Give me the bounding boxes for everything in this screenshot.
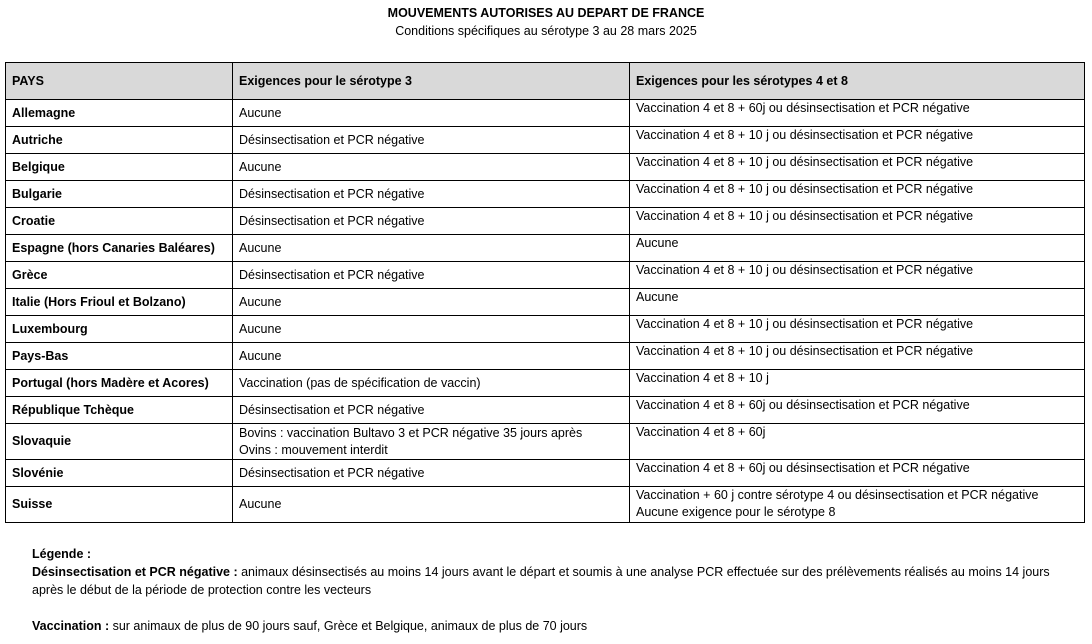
table-row — [6, 397, 1085, 424]
cell-pays: Belgique — [6, 154, 233, 181]
legend — [32, 545, 1072, 635]
cell-serotype-3-text: Aucune — [239, 294, 282, 309]
cell-serotype-4-8-text: Vaccination 4 et 8 + 10 j ou désinsectisation et PCR négative — [636, 128, 974, 142]
legend-heading: Légende : — [32, 547, 92, 561]
legend-vaccination-term: Vaccination : — [32, 619, 110, 633]
cell-serotype-3-text: Désinsectisation et PCR négative — [239, 402, 425, 417]
cell-serotype-4-8-text: Aucune — [636, 290, 679, 304]
table-row — [6, 370, 1085, 397]
cell-serotype-3 — [233, 289, 630, 316]
cell-serotype-4-8 — [630, 424, 1085, 460]
cell-serotype-3-text: Aucune — [239, 497, 282, 511]
table-row — [6, 181, 1085, 208]
cell-pays: Italie (Hors Frioul et Bolzano) — [6, 289, 233, 316]
cell-serotype-3 — [233, 397, 630, 424]
cell-serotype-4-8-text: Vaccination 4 et 8 + 10 j — [636, 371, 769, 385]
cell-serotype-4-8 — [630, 487, 1085, 523]
cell-pays: Grèce — [6, 262, 233, 289]
cell-serotype-3 — [233, 316, 630, 343]
legend-vaccination-text: sur animaux de plus de 90 jours sauf, Grèce et Belgique, animaux de plus de 70 jours — [109, 619, 588, 633]
cell-pays: Bulgarie — [6, 181, 233, 208]
legend-desinsectisation-term: Désinsectisation et PCR négative : — [32, 565, 238, 579]
cell-serotype-3 — [233, 343, 630, 370]
cell-serotype-4-8 — [630, 397, 1085, 424]
cell-serotype-4-8-text: Vaccination 4 et 8 + 10 j ou désinsectisation et PCR négative — [636, 155, 974, 169]
table-row — [6, 343, 1085, 370]
cell-serotype-3-text: Désinsectisation et PCR négative — [239, 186, 425, 201]
cell-serotype-4-8 — [630, 208, 1085, 235]
cell-serotype-4-8-text: Vaccination 4 et 8 + 10 j ou désinsectisation et PCR négative — [636, 182, 974, 196]
legend-desinsectisation — [32, 563, 1072, 599]
cell-serotype-4-8-text: Vaccination 4 et 8 + 10 j ou désinsectisation et PCR négative — [636, 263, 974, 277]
cell-serotype-3-text: Bovins : vaccination Bultavo 3 et PCR négative 35 jours après — [239, 425, 583, 440]
table-row — [6, 100, 1085, 127]
cell-serotype-4-8 — [630, 316, 1085, 343]
cell-pays: Pays-Bas — [6, 343, 233, 370]
requirements-table — [5, 62, 1085, 523]
cell-serotype-3 — [233, 127, 630, 154]
cell-serotype-3-text: Aucune — [239, 240, 282, 255]
table-row — [6, 316, 1085, 343]
table-row — [6, 262, 1085, 289]
cell-serotype-3-text: Désinsectisation et PCR négative — [239, 132, 425, 147]
table-row — [6, 460, 1085, 487]
header-serotype-3: Exigences pour le sérotype 3 — [233, 63, 630, 100]
table-header-row — [6, 63, 1085, 100]
cell-pays: Slovaquie — [6, 424, 233, 460]
cell-serotype-3-text: Désinsectisation et PCR négative — [239, 213, 425, 228]
cell-serotype-4-8 — [630, 235, 1085, 262]
cell-serotype-3 — [233, 262, 630, 289]
cell-pays: Portugal (hors Madère et Acores) — [6, 370, 233, 397]
cell-serotype-3 — [233, 208, 630, 235]
cell-serotype-3-text: Désinsectisation et PCR négative — [239, 267, 425, 282]
cell-serotype-3 — [233, 181, 630, 208]
cell-serotype-3 — [233, 487, 630, 523]
cell-serotype-4-8 — [630, 289, 1085, 316]
cell-serotype-4-8 — [630, 127, 1085, 154]
cell-pays: Espagne (hors Canaries Baléares) — [6, 235, 233, 262]
cell-serotype-4-8-text: Vaccination 4 et 8 + 10 j ou désinsectisation et PCR négative — [636, 209, 974, 223]
table-row — [6, 289, 1085, 316]
table-row — [6, 154, 1085, 181]
cell-serotype-3-text: Désinsectisation et PCR négative — [239, 465, 425, 480]
cell-serotype-4-8-text: Vaccination 4 et 8 + 60j ou désinsectisation et PCR négative — [636, 398, 970, 412]
cell-serotype-4-8 — [630, 370, 1085, 397]
table-row — [6, 127, 1085, 154]
cell-pays: Croatie — [6, 208, 233, 235]
cell-pays: Allemagne — [6, 100, 233, 127]
cell-serotype-4-8-text: Vaccination + 60 j contre sérotype 4 ou désinsectisation et PCR négative — [636, 488, 1039, 502]
cell-pays: Slovénie — [6, 460, 233, 487]
cell-serotype-4-8 — [630, 460, 1085, 487]
cell-serotype-3 — [233, 460, 630, 487]
document-subtitle: Conditions spécifiques au sérotype 3 au 28 mars 2025 — [395, 24, 697, 38]
cell-serotype-4-8 — [630, 154, 1085, 181]
cell-serotype-4-8 — [630, 343, 1085, 370]
cell-pays: Luxembourg — [6, 316, 233, 343]
cell-serotype-3 — [233, 370, 630, 397]
table-row — [6, 235, 1085, 262]
cell-serotype-4-8 — [630, 262, 1085, 289]
cell-serotype-3 — [233, 100, 630, 127]
legend-vaccination — [32, 617, 1072, 635]
cell-pays: Suisse — [6, 487, 233, 523]
cell-serotype-4-8-text: Vaccination 4 et 8 + 60j — [636, 425, 766, 439]
cell-serotype-3-text: Vaccination (pas de spécification de vaccin) — [239, 375, 481, 390]
cell-serotype-4-8 — [630, 181, 1085, 208]
cell-serotype-3 — [233, 235, 630, 262]
cell-serotype-4-8-text: Aucune — [636, 236, 679, 250]
cell-serotype-3-text: Aucune — [239, 348, 282, 363]
cell-serotype-4-8-text: Vaccination 4 et 8 + 10 j ou désinsectisation et PCR négative — [636, 317, 974, 331]
legend-desinsectisation-text: animaux désinsectisés au moins 14 jours avant le départ et soumis à une analyse PCR effectuée sur des prélèvements réalisés au moins 14 jours après le début de la période de protection contre les vecteurs — [32, 565, 1050, 597]
cell-serotype-3 — [233, 154, 630, 181]
cell-serotype-3-text: Aucune — [239, 321, 282, 336]
table-row — [6, 487, 1085, 523]
header-serotype-4-8: Exigences pour les sérotypes 4 et 8 — [630, 63, 1085, 100]
cell-serotype-3-text: Aucune — [239, 159, 282, 174]
cell-serotype-3-text-line2: Ovins : mouvement interdit — [239, 442, 388, 457]
cell-pays: Autriche — [6, 127, 233, 154]
table-row — [6, 424, 1085, 460]
cell-serotype-4-8-text: Vaccination 4 et 8 + 60j ou désinsectisation et PCR négative — [636, 461, 970, 475]
cell-serotype-4-8-text-line2: Aucune exigence pour le sérotype 8 — [636, 505, 836, 519]
cell-serotype-3-text: Aucune — [239, 105, 282, 120]
document-title: MOUVEMENTS AUTORISES AU DEPART DE FRANCE — [387, 6, 705, 20]
cell-pays: République Tchèque — [6, 397, 233, 424]
cell-serotype-4-8-text: Vaccination 4 et 8 + 60j ou désinsectisation et PCR négative — [636, 101, 970, 115]
cell-serotype-3 — [233, 424, 630, 460]
table-row — [6, 208, 1085, 235]
header-pays: PAYS — [6, 63, 233, 100]
table-body — [6, 100, 1085, 523]
cell-serotype-4-8 — [630, 100, 1085, 127]
cell-serotype-4-8-text: Vaccination 4 et 8 + 10 j ou désinsectisation et PCR négative — [636, 344, 974, 358]
